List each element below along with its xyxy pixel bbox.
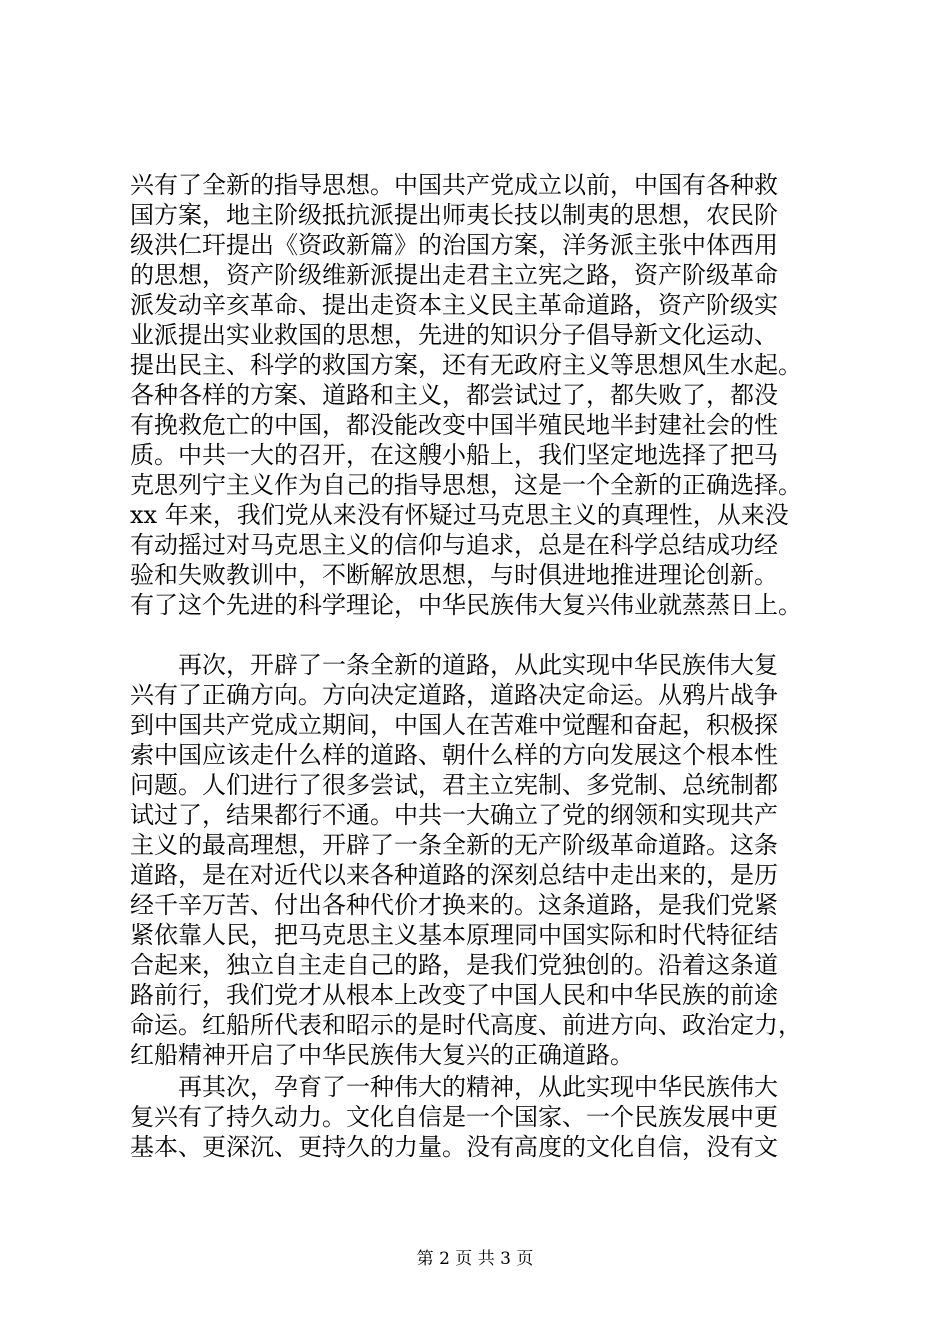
text-line: 验和失败教训中，不断解放思想，与时俱进地推进理论创新。 bbox=[130, 561, 778, 589]
text-line: 派发动辛亥革命、提出走资本主义民主革命道路，资产阶级实 bbox=[130, 291, 778, 319]
text-line: 克思列宁主义作为自己的指导思想，这是一个全新的正确选择。 bbox=[130, 471, 802, 499]
text-line: 级洪仁玕提出《资政新篇》的治国方案，洋务派主张中体西用 bbox=[130, 231, 778, 259]
text-line: 有动摇过对马克思主义的信仰与追求，总是在科学总结成功经 bbox=[130, 531, 778, 559]
text-line: 再次，开辟了一条全新的道路，从此实现中华民族伟大复 bbox=[130, 651, 778, 679]
text-line: 有挽救危亡的中国，都没能改变中国半殖民地半封建社会的性 bbox=[130, 411, 778, 439]
text-line: 有了这个先进的科学理论，中华民族伟大复兴伟业就蒸蒸日上。 bbox=[130, 591, 802, 619]
text-line: 国方案，地主阶级抵抗派提出师夷长技以制夷的思想，农民阶 bbox=[130, 201, 778, 229]
text-line: 再其次，孕育了一种伟大的精神，从此实现中华民族伟大 bbox=[130, 1073, 778, 1101]
text-line: 道路，是在对近代以来各种道路的深刻总结中走出来的，是历 bbox=[130, 861, 778, 889]
paragraph-1 bbox=[130, 170, 860, 620]
text-line: 复兴有了持久动力。文化自信是一个国家、一个民族发展中更 bbox=[130, 1103, 778, 1131]
text-line: xx 年来，我们党从来没有怀疑过马克思主义的真理性，从来没 bbox=[130, 501, 789, 529]
text-line: 业派提出实业救国的思想，先进的知识分子倡导新文化运动、 bbox=[130, 321, 778, 349]
text-line: 兴有了正确方向。方向决定道路，道路决定命运。从鸦片战争 bbox=[130, 681, 778, 709]
text-line: 问题。人们进行了很多尝试，君主立宪制、多党制、总统制都 bbox=[130, 771, 778, 799]
text-line: 主义的最高理想，开辟了一条全新的无产阶级革命道路。这条 bbox=[130, 831, 778, 859]
page-number-footer: 第 2 页 共 3 页 bbox=[416, 1249, 534, 1269]
text-line: 紧依靠人民，把马克思主义基本原理同中国实际和时代特征结 bbox=[130, 921, 778, 949]
text-line: 红船精神开启了中华民族伟大复兴的正确道路。 bbox=[130, 1041, 634, 1069]
paragraph-3 bbox=[130, 1072, 860, 1162]
text-line: 提出民主、科学的救国方案，还有无政府主义等思想风生水起。 bbox=[130, 351, 802, 379]
text-line: 经千辛万苦、付出各种代价才换来的。这条道路，是我们党紧 bbox=[130, 891, 778, 919]
text-line: 各种各样的方案、道路和主义，都尝试过了，都失败了，都没 bbox=[130, 381, 778, 409]
text-line: 质。中共一大的召开，在这艘小船上，我们坚定地选择了把马 bbox=[130, 441, 778, 469]
text-line: 索中国应该走什么样的道路、朝什么样的方向发展这个根本性 bbox=[130, 741, 778, 769]
paragraph-2 bbox=[130, 650, 860, 1070]
text-line: 命运。红船所代表和昭示的是时代高度、前进方向、政治定力， bbox=[130, 1011, 802, 1039]
text-line: 路前行，我们党才从根本上改变了中国人民和中华民族的前途 bbox=[130, 981, 778, 1009]
text-line: 基本、更深沉、更持久的力量。没有高度的文化自信，没有文 bbox=[130, 1133, 778, 1161]
document-body bbox=[130, 170, 860, 1162]
text-line: 的思想，资产阶级维新派提出走君主立宪之路，资产阶级革命 bbox=[130, 261, 778, 289]
text-line: 兴有了全新的指导思想。中国共产党成立以前，中国有各种救 bbox=[130, 171, 778, 199]
text-line: 试过了，结果都行不通。中共一大确立了党的纲领和实现共产 bbox=[130, 801, 778, 829]
text-line: 合起来，独立自主走自己的路，是我们党独创的。沿着这条道 bbox=[130, 951, 778, 979]
text-line: 到中国共产党成立期间，中国人在苦难中觉醒和奋起，积极探 bbox=[130, 711, 778, 739]
